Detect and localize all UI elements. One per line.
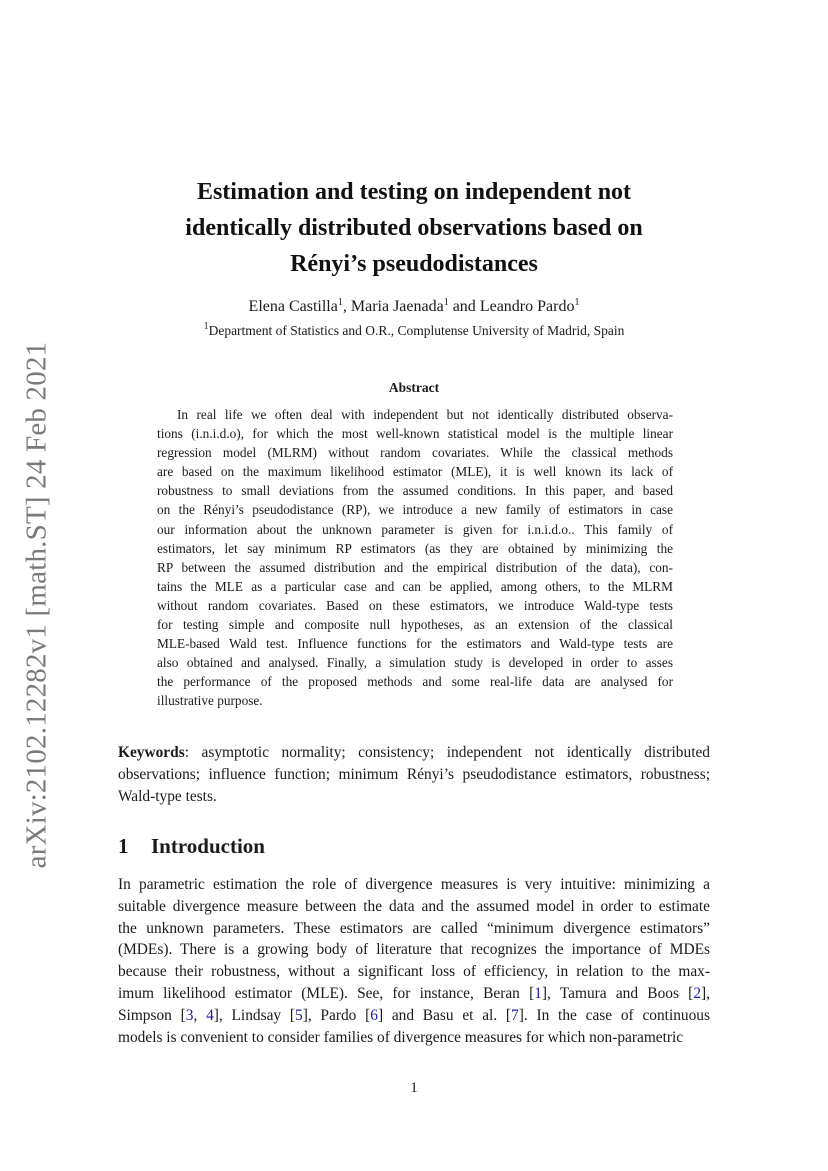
intro-text: ]. In the case of continuous xyxy=(518,1006,710,1024)
abstract-line: regression model (MLRM) without random covariates. While the classical methods xyxy=(157,445,673,461)
affiliation-text: Department of Statistics and O.R., Complutense University of Madrid, Spain xyxy=(208,323,625,338)
section-title: Introduction xyxy=(151,834,265,858)
intro-text: suitable divergence measure between the data and the assumed model in order to estimate xyxy=(118,897,710,915)
title-line: Estimation and testing on independent not xyxy=(196,179,632,205)
arxiv-identifier: arXiv:2102.12282v1 [math.ST] 24 Feb 2021 xyxy=(20,341,53,869)
abstract-line: for testing simple and composite null hypotheses, as an extension of the classical xyxy=(157,617,673,633)
author-affiliation-mark: 1 xyxy=(443,297,449,308)
intro-text: the unknown parameters. These estimators are called “minimum divergence estimators” xyxy=(118,919,710,937)
intro-text: ] and Basu et al. [ xyxy=(377,1006,512,1024)
section-heading xyxy=(118,834,265,859)
abstract-line: tains the MLE as a particular case and can be applied, among others, to the MLRM xyxy=(157,578,673,594)
author-affiliation-mark: 1 xyxy=(337,297,343,308)
intro-text: (MDEs). There is a growing body of literature that recognizes the importance of MDEs xyxy=(118,941,710,959)
intro-text: because their robustness, without a significant loss of efficiency, in relation to the max- xyxy=(118,963,710,981)
page-number: 1 xyxy=(410,1080,418,1096)
abstract-line: tions (i.n.i.d.o), for which the most well-known statistical model is the multiple linear xyxy=(157,426,673,442)
intro-line xyxy=(118,961,710,983)
intro-text: In parametric estimation the role of divergence measures is very intuitive: minimizing a xyxy=(118,876,710,893)
keywords-label: Keywords xyxy=(118,744,185,761)
author-name: Maria Jaenada xyxy=(350,298,444,315)
citation-link[interactable]: 5 xyxy=(295,1006,303,1024)
author-separator: and xyxy=(448,298,480,315)
intro-text: imum likelihood estimator (MLE). See, for instance, Beran [ xyxy=(118,984,535,1002)
affiliation-mark: 1 xyxy=(203,321,209,332)
intro-line xyxy=(118,983,710,1005)
author-name: Elena Castilla xyxy=(248,298,338,315)
author-list xyxy=(120,296,708,318)
keywords xyxy=(118,742,710,807)
author-name: Leandro Pardo xyxy=(479,298,575,315)
citation-link[interactable]: 7 xyxy=(511,1006,519,1024)
abstract-heading: Abstract xyxy=(388,380,440,395)
citation-link[interactable]: 2 xyxy=(693,984,702,1002)
intro-line xyxy=(118,874,710,896)
intro-line xyxy=(118,896,710,918)
affiliation xyxy=(120,321,708,341)
author-affiliation-mark: 1 xyxy=(574,297,580,308)
arxiv-sidebar xyxy=(14,335,60,875)
intro-text: ], xyxy=(701,984,710,1002)
abstract-line: are based on the maximum likelihood estimator (MLE), it is well known its lack of xyxy=(157,464,673,480)
abstract-line: robustness to small deviations from the assumed conditions. In this paper, and based xyxy=(157,483,673,499)
abstract-line: RP between the assumed distribution and the empirical distribution of the data), con- xyxy=(157,559,673,575)
section-number: 1 xyxy=(118,834,129,858)
keywords-text: observations; influence function; minimum Rényi’s pseudodistance estimators, robustness; xyxy=(118,765,710,783)
title-line: identically distributed observations based on xyxy=(185,215,643,241)
title-line: Rényi’s pseudodistances xyxy=(290,251,538,277)
citation-link[interactable]: 6 xyxy=(370,1006,378,1024)
abstract-line: MLE-based Wald test. Influence functions for the estimators and Wald-type tests are xyxy=(157,636,673,652)
abstract-line: on the Rényi’s pseudodistance (RP), we introduce a new family of estimators in case xyxy=(157,502,673,518)
introduction-body xyxy=(118,874,710,1048)
abstract-line: the performance of the proposed methods and some real-life data are analysed for xyxy=(157,674,673,690)
author-separator: , xyxy=(342,298,351,315)
citation-link[interactable]: 3 xyxy=(185,1006,194,1024)
intro-text: models is convenient to consider families of divergence measures for which non-parametric xyxy=(118,1028,684,1046)
paper-title xyxy=(120,174,708,282)
abstract-body xyxy=(157,405,673,711)
abstract-line: illustrative purpose. xyxy=(157,693,263,709)
intro-text: ], Lindsay [ xyxy=(213,1006,295,1024)
keywords-text: : asymptotic normality; consistency; independent not identically distributed xyxy=(184,744,710,761)
intro-text: , xyxy=(193,1006,207,1024)
intro-text: ], Pardo [ xyxy=(302,1006,371,1024)
intro-text: Simpson [ xyxy=(118,1006,186,1024)
citation-link[interactable]: 4 xyxy=(206,1006,214,1024)
abstract-line: estimators, let say minimum RP estimators (as they are obtained by minimizing the xyxy=(157,540,673,556)
abstract-line: In real life we often deal with independent but not identically distributed observa- xyxy=(177,407,673,422)
keywords-text: Wald-type tests. xyxy=(118,787,217,805)
citation-link[interactable]: 1 xyxy=(534,984,542,1002)
intro-line xyxy=(118,918,710,940)
intro-line xyxy=(118,939,710,961)
abstract-line: without random covariates. Based on these estimators, we introduce Wald-type tests xyxy=(157,597,673,613)
abstract-line: also obtained and analysed. Finally, a simulation study is developed in order to asses xyxy=(157,655,673,671)
intro-line xyxy=(118,1027,710,1049)
intro-text: ], Tamura and Boos [ xyxy=(541,984,694,1002)
intro-line xyxy=(118,1005,710,1027)
abstract-line: our information about the unknown parameter is given for i.n.i.d.o.. This family of xyxy=(157,521,673,537)
